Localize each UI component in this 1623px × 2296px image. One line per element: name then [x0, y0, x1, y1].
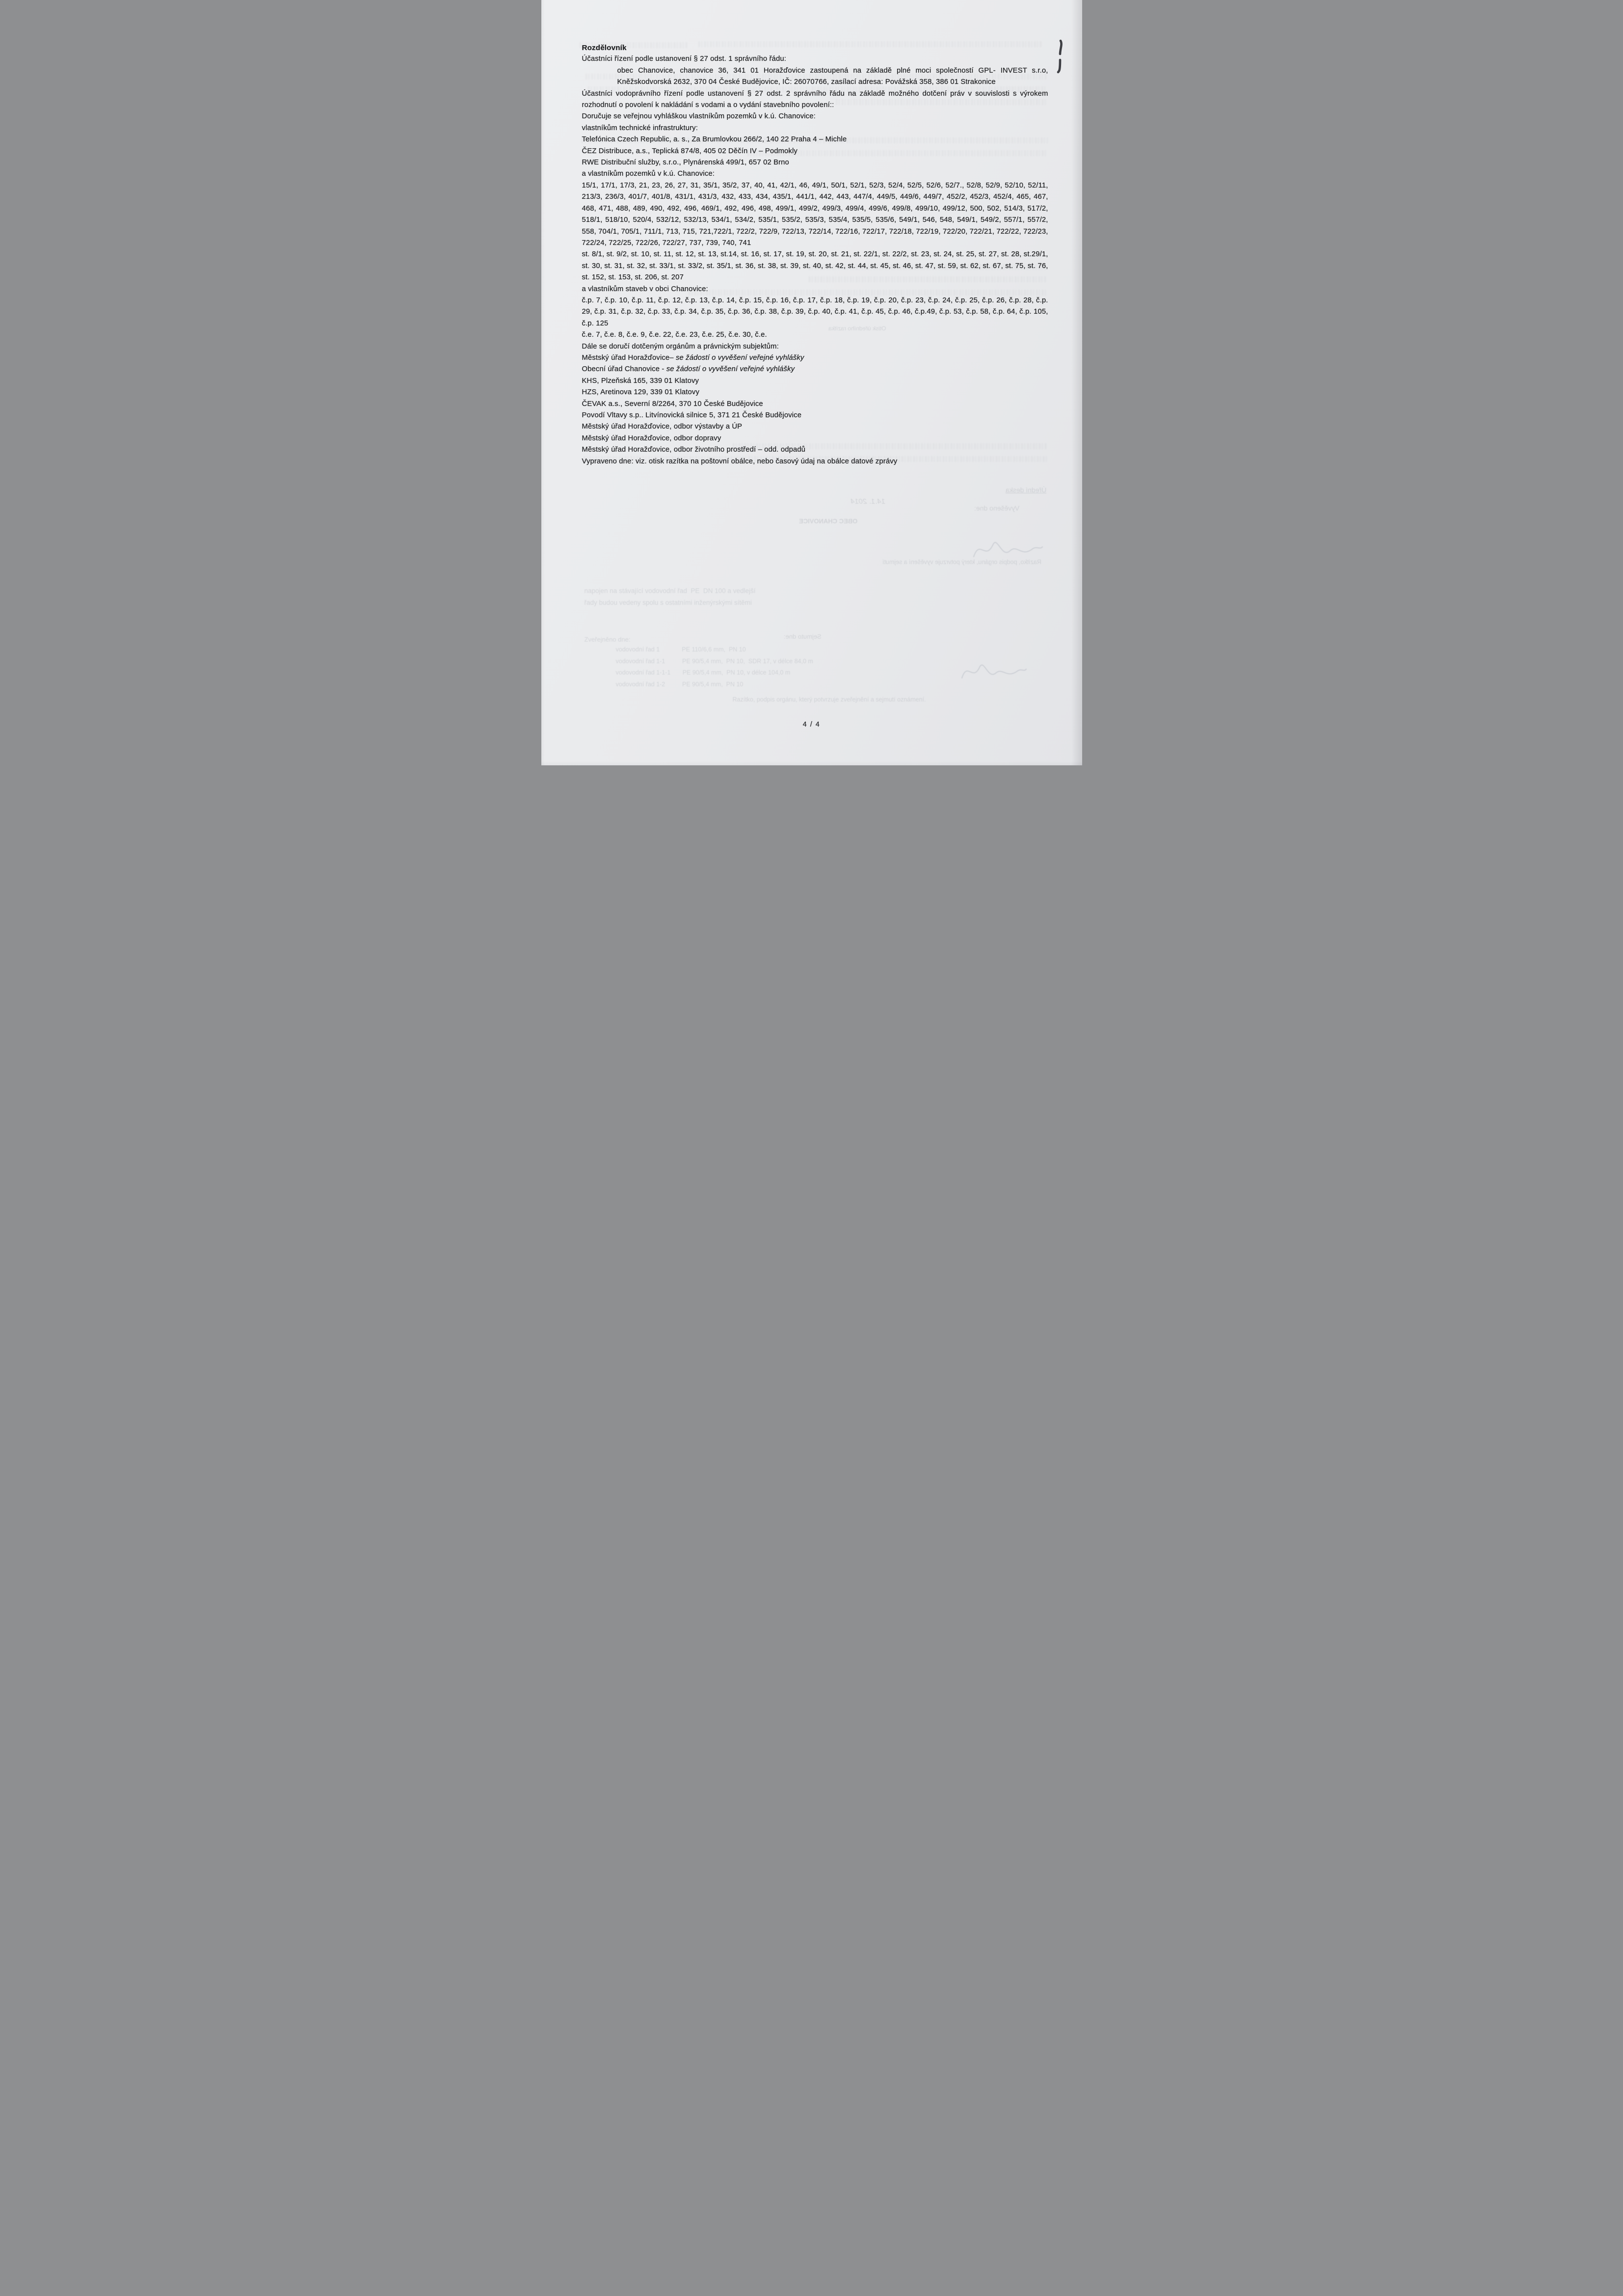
ghost-text: vodovodní řad 1-1 PE 90/5,4 mm, PN 10, SDR 17, v délce 84,0 m [615, 658, 813, 665]
ghost-text: Úřední deska [1005, 486, 1046, 494]
ghost-text: OBEC CHANOVICE [798, 517, 857, 525]
parcel-numbers: 15/1, 17/1, 17/3, 21, 23, 26, 27, 31, 35/1, 35/2, 37, 40, 41, 42/1, 46, 49/1, 50/1, 52/1, 52/3, 52/4, 52/5, 52/6, 52/7., 52/8, 52/9, 52/10, 52/11, 213/3, 236/3, 401/7, 401/8, 431/1, 431/3, 432, 433, 434, 435/1, 441/1, 442, 443, 447/4, 449/5, 449/6, 449/7, 452/2, 452/3, 452/4, 465, 467, 468, 471, 488, 489, 490, 492, 496, 469/1, 492, 496, 498, 499/1, 499/2, 499/3, 499/4, 499/6, 499/8, 499/10, 499/12, 500, 502, 514/3, 517/2, 518/1, 518/10, 520/4, 532/12, 532/13, 534/1, 534/2, 535/1, 535/2, 535/3, 535/4, 535/5, 535/6, 549/1, 546, 548, 549/1, 549/2, 557/1, 557/2, 558, 704/1, 705/1, 711/1, 713, 715, 721,722/1, 722/2, 722/9, 722/13, 722/14, 722/16, 722/17, 722/18, 722/19, 722/20, 722/21, 722/22, 722/23, 722/24, 722/25, 722/26, 722/27, 737, 739, 740, 741 [582, 181, 1048, 247]
delivery-note: Doručuje se veřejnou vyhláškou vlastníkům pozemků v k.ú. Chanovice: [582, 112, 816, 121]
ghost-text: Razítko, podpis orgánu, který potvrzuje zveřejnění a sejmutí oznámení. [732, 696, 926, 703]
document-body [582, 42, 1048, 467]
ghost-text: 14.1. 2014 [850, 497, 885, 506]
authority-hzs: HZS, Aretinova 129, 339 01 Klatovy [582, 388, 700, 397]
ghost-signature [971, 536, 1044, 563]
ghost-text: vodovodní řad 1-1-1 PE 90/5,4 mm, PN 10, v délce 104,0 m [615, 669, 791, 676]
authorities-heading: Dále se doručí dotčeným orgánům a právnickým subjektům: [582, 342, 779, 351]
building-parcel-numbers: st. 8/1, st. 9/2, st. 10, st. 11, st. 12, st. 13, st.14, st. 16, st. 17, st. 19, st. 20, st. 21, st. 22/1, st. 22/2, st. 23, st. 24, st. 25, st. 27, st. 28, st.29/1, st. 30, st. 31, st. 32, st. 33/1, st. 33/2, st. 35/1, st. 36, st. 38, st. 39, st. 40, st. 42, st. 44, st. 45, st. 46, st. 47, st. 59, st. 62, st. 67, st. 75, st. 76, st. 152, st. 153, st. 206, st. 207 [582, 250, 1048, 282]
page-number: 4 / 4 [802, 721, 821, 729]
ghost-text: Sejmuto dne: [783, 633, 822, 640]
ghost-text: vodovodní řad 1 PE 110/6,6 mm, PN 10 [615, 646, 746, 653]
ghost-text: Vyvěšeno dne: [974, 504, 1019, 512]
evidence-numbers: č.e. 7, č.e. 8, č.e. 9, č.e. 22, č.e. 23, č.e. 25, č.e. 30, č.e. [582, 331, 767, 339]
authority-povodi-vltavy: Povodí Vltavy s.p.. Litvínovická silnice 5, 371 21 České Budějovice [582, 411, 802, 419]
house-numbers: č.p. 7, č.p. 10, č.p. 11, č.p. 12, č.p. 13, č.p. 14, č.p. 15, č.p. 16, č.p. 17, č.p. 18, č.p. 19, č.p. 20, č.p. 23, č.p. 24, č.p. 25, č.p. 26, č.p. 28, č.p. 29, č.p. 31, č.p. 32, č.p. 33, č.p. 34, č.p. 35, č.p. 36, č.p. 38, č.p. 39, č.p. 40, č.p. 41, č.p. 45, č.p. 46, č.p.49, č.p. 53, č.p. 58, č.p. 64, č.p. 105, č.p. 125 [582, 296, 1048, 327]
italic-annotation: se žádostí o vyvěšení veřejné vyhlášky [666, 365, 795, 374]
parcel-owners-heading: a vlastníkům pozemků v k.ú. Chanovice: [582, 170, 715, 178]
infrastructure-owner-cez: ČEZ Distribuce, a.s., Teplická 874/8, 405 02 Děčín IV – Podmokly [582, 147, 798, 155]
authority-cevak: ČEVAK a.s., Severní 8/2264, 370 10 České Budějovice [582, 400, 763, 408]
applicant-address: obec Chanovice, chanovice 36, 341 01 Horažďovice zastoupená na základě plné moci společností GPL- INVEST s.r.o, Kněžskodvorská 2632, 370 04 České Budějovice, IČ: 26070766, zasílací adresa: Povážská 358, 386 01 Strakonice [617, 66, 1048, 86]
building-owners-heading: a vlastníkům staveb v obci Chanovice: [582, 285, 708, 293]
page-edge-shadow [1071, 0, 1082, 765]
ghost-text: Otisk úředního razítka [828, 325, 886, 332]
text-part: Městský úřad Horažďovice– [582, 353, 676, 362]
ghost-text: napojen na stávající vodovodní řad PE DN 100 a vedlejší [584, 587, 756, 594]
page-edge-shadow [541, 761, 1082, 765]
ghost-text: řady budou vedeny spolu s ostatními inženýrskými sítěmi [584, 599, 752, 606]
italic-annotation: se žádostí o vyvěšení veřejné vyhlášky [675, 353, 804, 362]
authority-mu-vystavba: Městský úřad Horažďovice, odbor výstavby a ÚP [582, 423, 743, 431]
dispatch-note: Vypraveno dne: viz. otisk razítka na poštovní obálce, nebo časový údaj na obálce datové zprávy [582, 457, 898, 465]
ghost-text: vodovodní řad 1-2 PE 90/5,4 mm, PN 10 [615, 681, 744, 688]
document-title: Rozdělovník [582, 44, 627, 52]
participants-27-1-intro: Účastníci řízení podle ustanovení § 27 odst. 1 správního řádu: [582, 55, 786, 63]
authority-ou-chanovice-vyhlaska [582, 364, 1048, 375]
authority-mu-horazdovice-vyhlaska [582, 352, 1048, 364]
authority-khs: KHS, Plzeňská 165, 339 01 Klatovy [582, 377, 699, 385]
ghost-signature [959, 659, 1028, 684]
infrastructure-owners-heading: vlastníkům technické infrastruktury: [582, 124, 698, 132]
ghost-text: Razítko, podpis orgánu, který potvrzuje vyvěšení a sejmutí [882, 559, 1041, 566]
authority-mu-zivotni-prostredi: Městský úřad Horažďovice, odbor životního prostředí – odd. odpadů [582, 446, 806, 454]
staple-marks [1055, 39, 1065, 75]
scanned-page [541, 0, 1082, 765]
text-part: Obecní úřad Chanovice - [582, 365, 666, 374]
page-edge-shadow [541, 0, 545, 765]
infrastructure-owner-telefonica: Telefónica Czech Republic, a. s., Za Brumlovkou 266/2, 140 22 Praha 4 – Michle [582, 135, 847, 144]
infrastructure-owner-rwe: RWE Distribuční služby, s.r.o., Plynárenská 499/1, 657 02 Brno [582, 159, 789, 167]
participants-27-2: Účastníci vodoprávního řízení podle ustanovení § 27 odst. 2 správního řádu na základě možného dotčení práv v souvislosti s výrokem rozhodnutí o povolení k nakládání s vodami a o vydání stavebního povolení:: [582, 89, 1048, 109]
authority-mu-doprava: Městský úřad Horažďovice, odbor dopravy [582, 434, 721, 442]
ghost-text: Zveřejněno dne: [584, 636, 631, 643]
